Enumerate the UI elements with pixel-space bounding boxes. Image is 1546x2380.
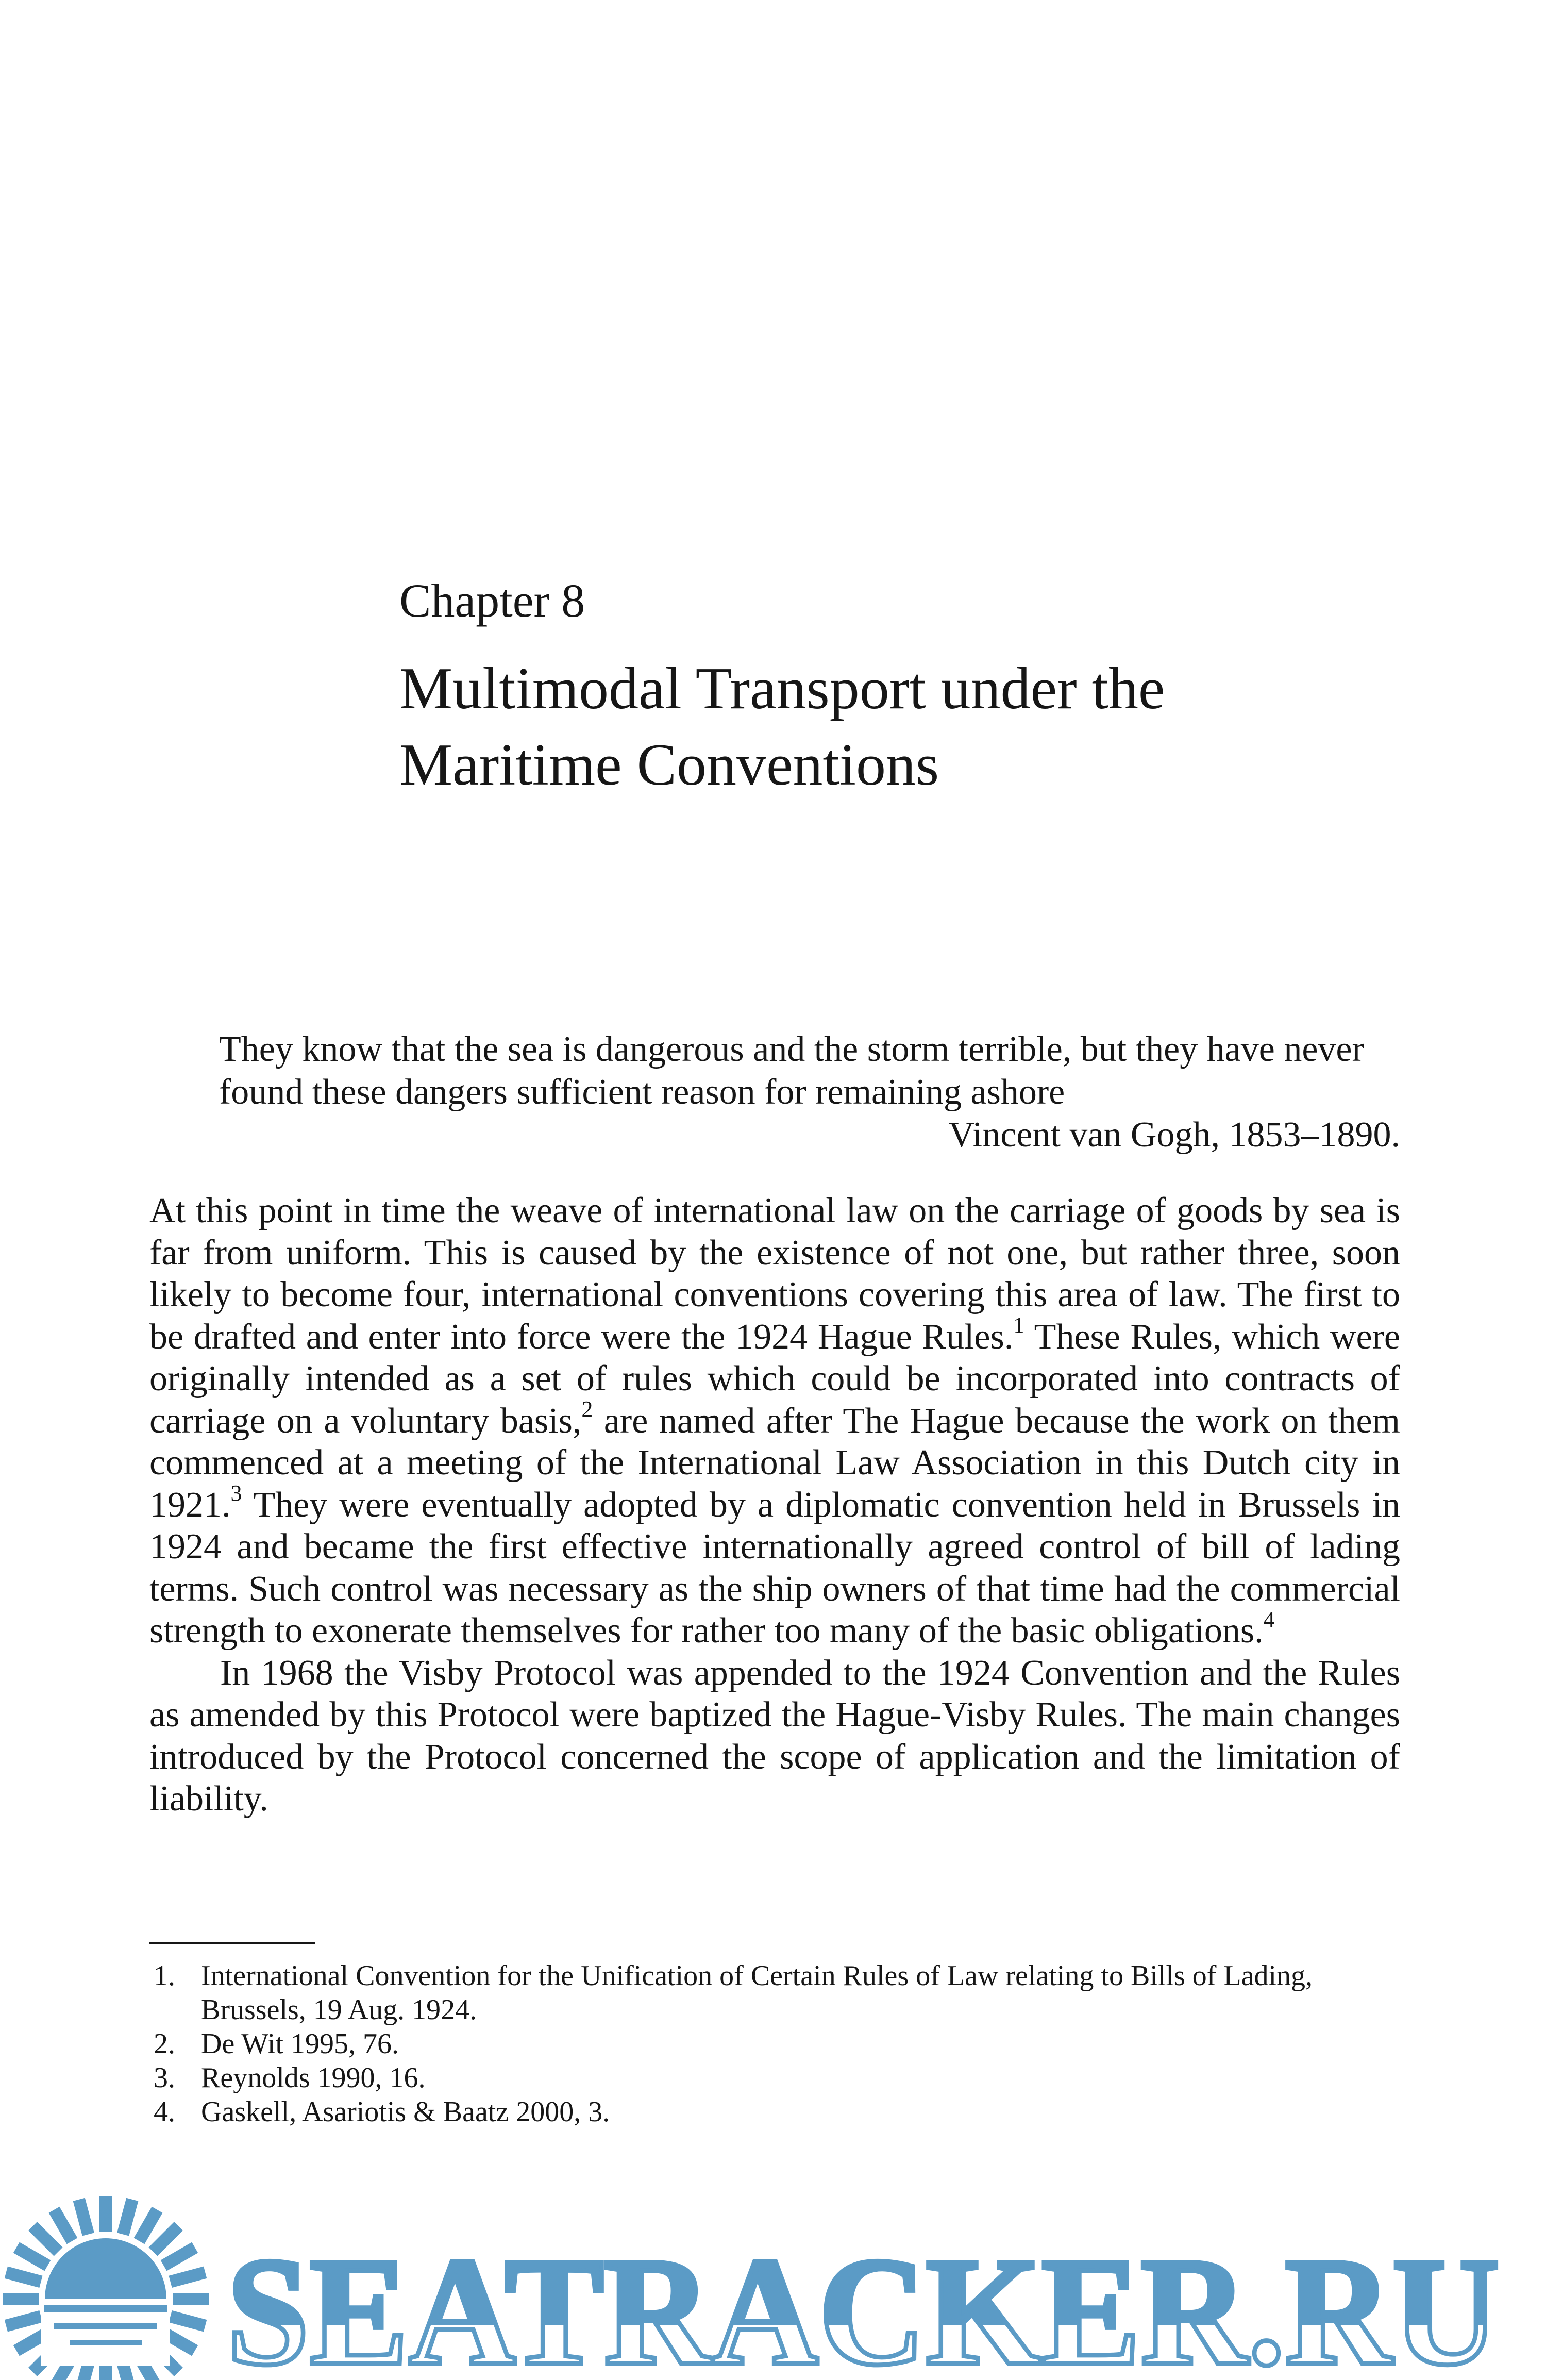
footnote-ref-1: 1 xyxy=(1013,1312,1025,1338)
sun-ray xyxy=(123,2200,132,2235)
footnote-item xyxy=(149,1959,1400,2027)
chapter-title-line-2: Maritime Conventions xyxy=(399,732,939,798)
sun-ray xyxy=(16,2248,48,2266)
sun-ray xyxy=(171,2272,206,2282)
sun-ray xyxy=(171,2317,206,2326)
paragraph-1 xyxy=(149,1190,1400,1652)
watermark-text: SEATRACKER.RU xyxy=(227,2226,1500,2380)
footnote-text: Gaskell, Asariotis & Baatz 2000, 3. xyxy=(201,2096,610,2128)
chapter-title xyxy=(399,651,1430,803)
sun-ray xyxy=(79,2364,88,2380)
footnote-item xyxy=(149,2061,1400,2095)
sun-ray xyxy=(139,2210,157,2241)
chapter-label: Chapter 8 xyxy=(399,574,585,627)
sun-ray xyxy=(6,2272,41,2282)
chapter-title-line-1: Multimodal Transport under the xyxy=(399,656,1165,722)
sun-ray xyxy=(164,2248,195,2266)
footnote-ref-3: 3 xyxy=(230,1480,242,1506)
paragraph-1-part-1: At this point in time the weave of international law on the carriage of goods by sea is far from uniform. This is caused by the existence of not one, but rather three, soon likely to become four, international conventions covering this area of law. The first to be drafted and enter into force were the 1924 Hague Rules. xyxy=(149,1191,1400,1357)
paragraph-2: In 1968 the Visby Protocol was appended to the 1924 Convention and the Rules as amended by this Protocol were baptized the Hague-Visby Rules. The main changes introduced by the Protocol concerned the scope of application and the limitation of liability. xyxy=(149,1653,1400,1819)
footnote-number: 4. xyxy=(154,2096,175,2128)
footnote-text: De Wit 1995, 76. xyxy=(201,2028,399,2060)
watermark xyxy=(0,2193,1546,2380)
paragraph-1-part-2: These Rules, which were originally intended as a set of rules which could be incorporated into contracts of carriage on a voluntary basis, xyxy=(149,1317,1400,1441)
footnote-text: Reynolds 1990, 16. xyxy=(201,2062,426,2094)
sun-ray xyxy=(33,2226,58,2252)
footnote-text: International Convention for the Unification of Certain Rules of Law relating to Bills of Lading, Brussels, 19 Aug. 1924. xyxy=(201,1960,1313,2026)
sun-ray xyxy=(6,2317,41,2326)
sun-ray xyxy=(54,2210,72,2241)
epigraph xyxy=(219,1028,1400,1156)
body-text xyxy=(149,1190,1400,1820)
epigraph-line-2: found these dangers sufficient reason for remaining ashore xyxy=(219,1072,1065,1112)
sun-ray xyxy=(123,2364,132,2380)
epigraph-line-1: They know that the sea is dangerous and the storm terrible, but they have never xyxy=(219,1029,1364,1069)
footnote-number: 3. xyxy=(154,2062,175,2094)
footnote-item xyxy=(149,2027,1400,2061)
epigraph-attribution: Vincent van Gogh, 1853–1890. xyxy=(948,1115,1400,1155)
footnote-number: 2. xyxy=(154,2028,175,2060)
footnote-item xyxy=(149,2095,1400,2129)
sun-ray xyxy=(79,2200,88,2235)
sun-ray xyxy=(153,2226,178,2252)
footnotes-list xyxy=(149,1959,1400,2129)
footnote-ref-4: 4 xyxy=(1263,1606,1275,1632)
paragraph-1-part-3: are named after The Hague because the work on them commenced at a meeting of the International Law Association in this Dutch city in 1921. xyxy=(149,1401,1400,1525)
footnote-ref-2: 2 xyxy=(581,1396,593,1422)
paragraph-1-part-4: They were eventually adopted by a diplomatic convention held in Brussels in 1924 and became the first effective internationally agreed control of bill of lading terms. Such control was necessary as the ship owners of that time had the commercial strength to exonerate themselves for rather too many of the basic obligations. xyxy=(149,1485,1400,1651)
footnote-number: 1. xyxy=(154,1960,175,1992)
sun-logo-icon xyxy=(3,2196,209,2380)
footnote-divider xyxy=(149,1942,315,1944)
